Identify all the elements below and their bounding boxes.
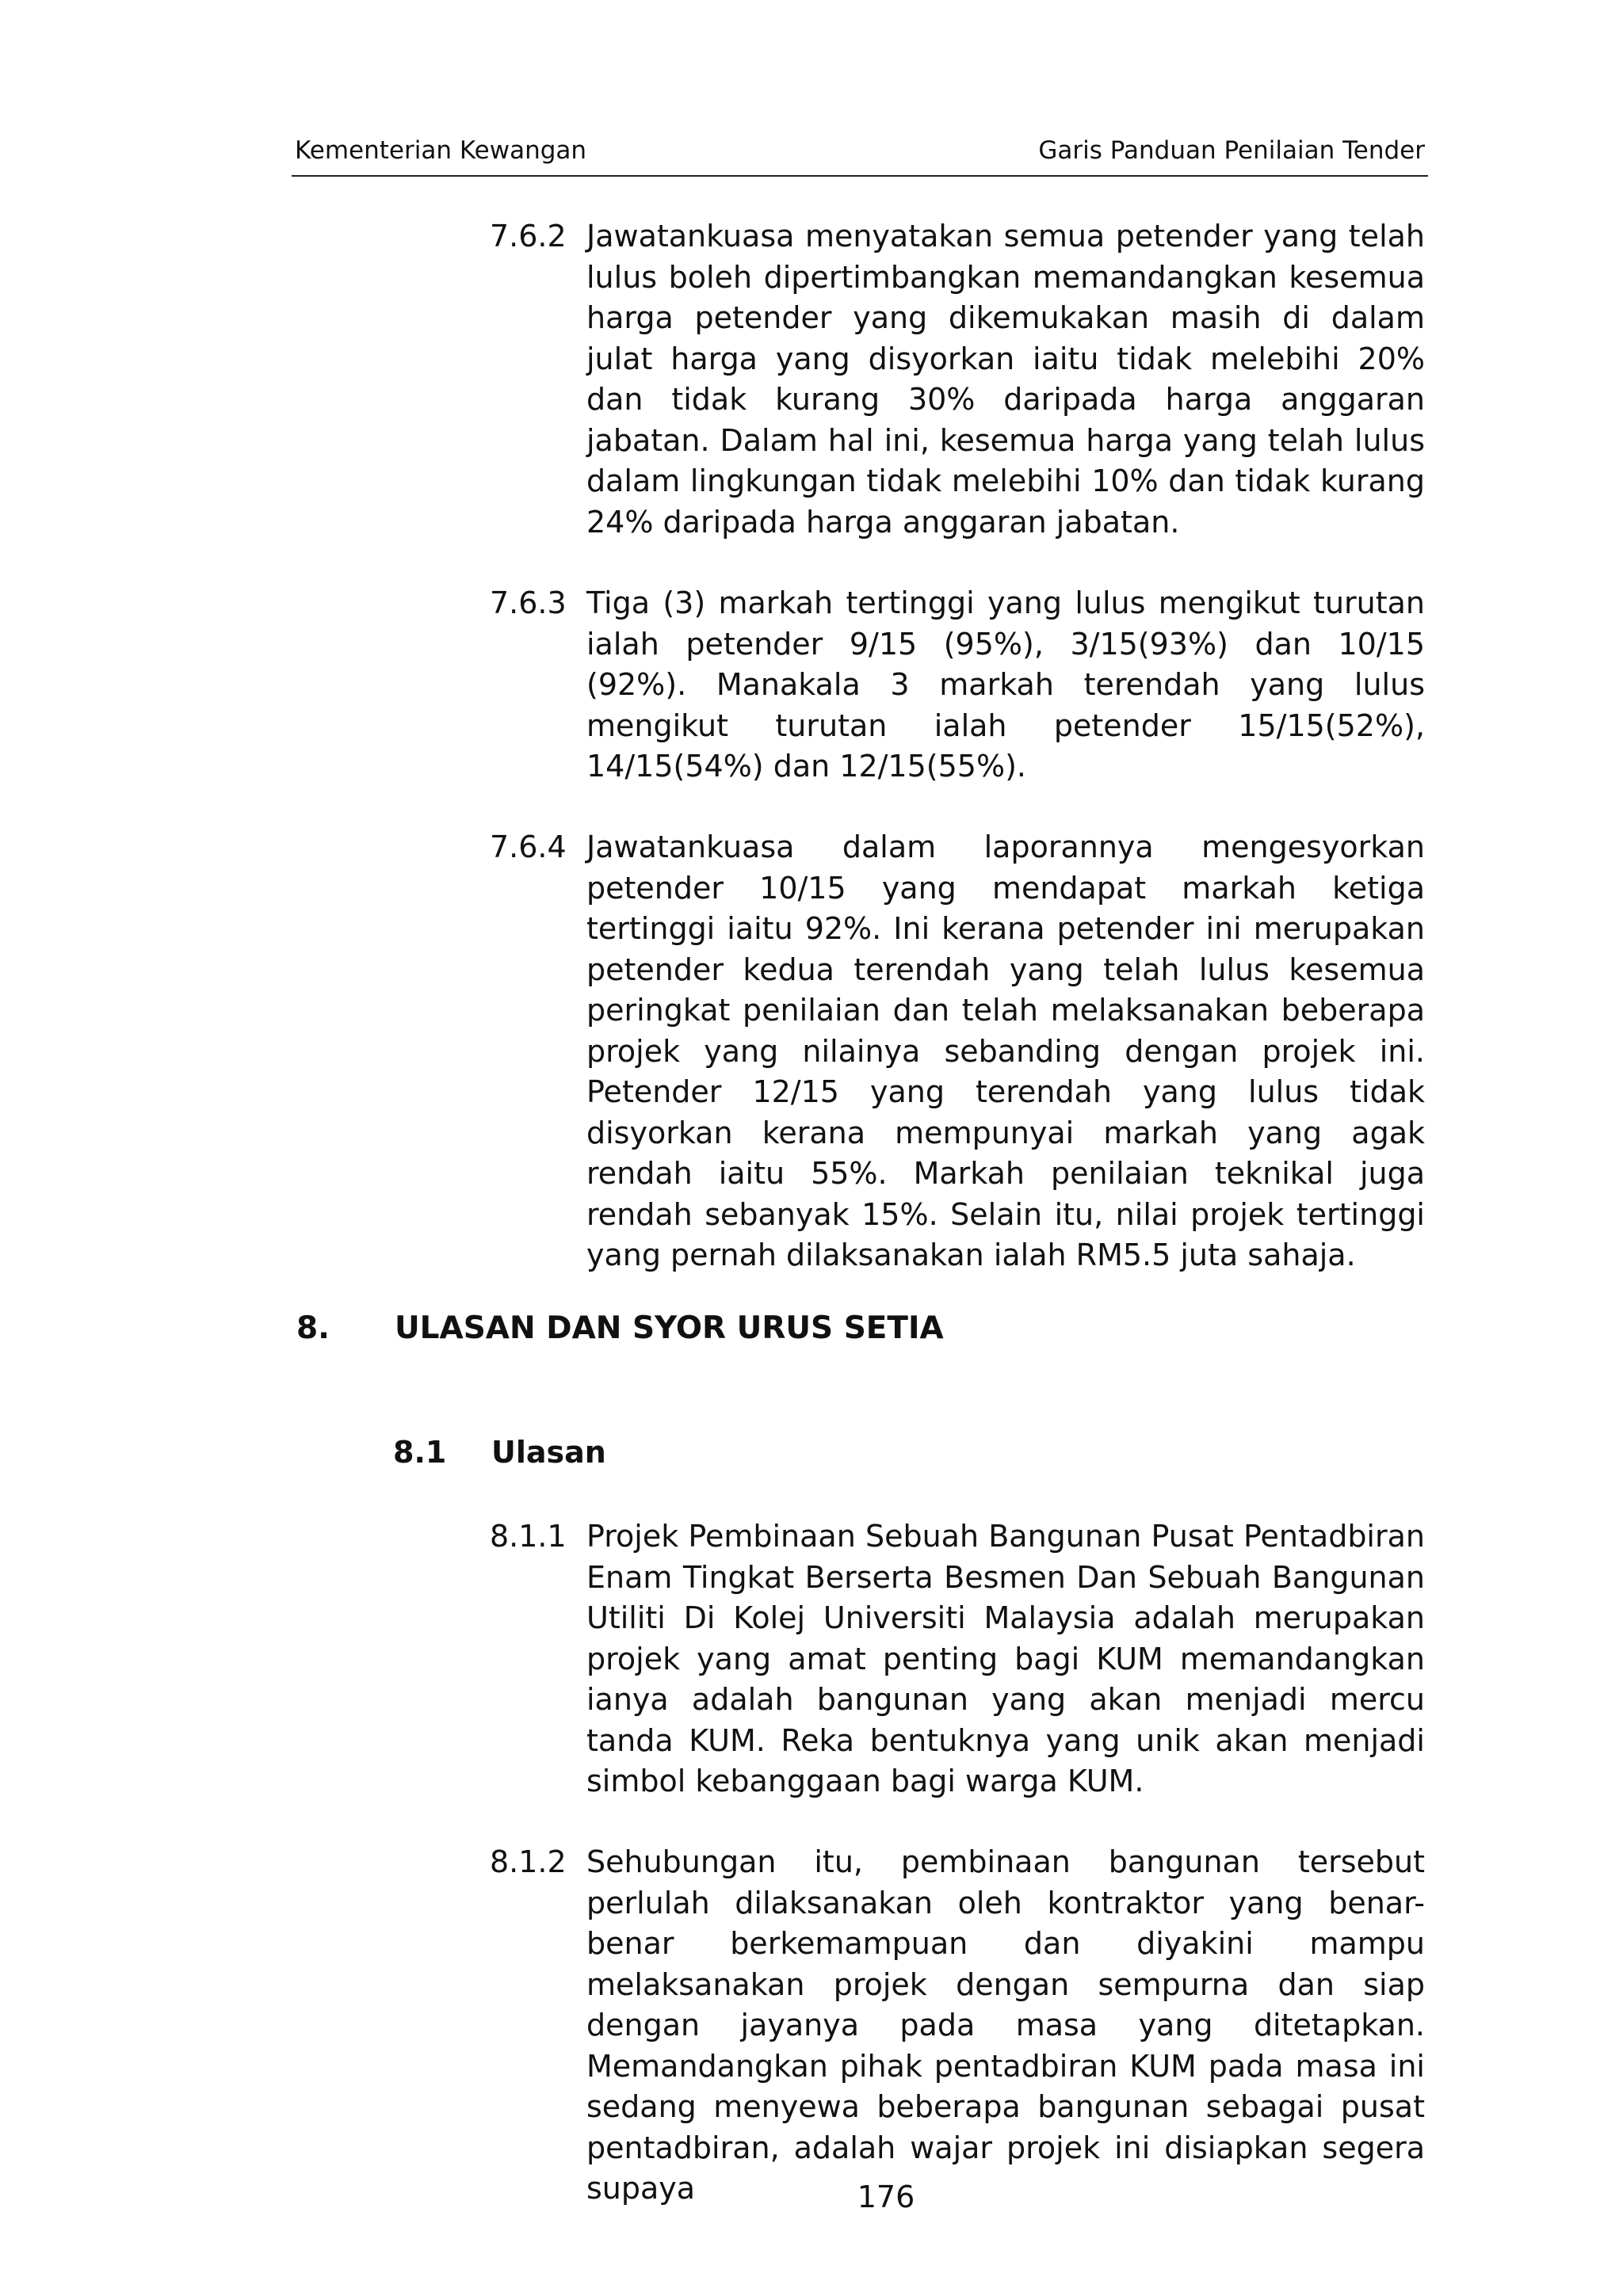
header-divider — [292, 175, 1428, 177]
page-number: 176 — [857, 2180, 915, 2214]
paragraph-7-6-4 — [491, 827, 1425, 1276]
subsection-title: Ulasan — [491, 1435, 606, 1470]
paragraph-8-1-1 — [491, 1516, 1425, 1802]
paragraph-number: 8.1.2 — [490, 1844, 567, 1879]
paragraph-number: 7.6.3 — [490, 585, 567, 620]
paragraph-number: 7.6.4 — [490, 830, 567, 864]
paragraph-7-6-2 — [491, 216, 1425, 543]
paragraph-number: 8.1.1 — [490, 1519, 567, 1554]
paragraph-text: Sehubungan itu, pembinaan bangunan tersebut perlulah dilaksanakan oleh kontraktor yang benar-benar berkemampuan dan diyakini mampu melaksanakan projek dengan sempurna dan siap dengan jayanya pada masa yang ditetapkan. Memandangkan pihak pentadbiran KUM pada masa ini sedang menyewa beberapa bangunan sebagai pusat pentadbiran, adalah wajar projek ini disiapkan segera supaya — [586, 1844, 1425, 2206]
paragraph-text: Jawatankuasa dalam laporannya mengesyorkan petender 10/15 yang mendapat markah ketiga tertinggi iaitu 92%. Ini kerana petender ini merupakan petender kedua terendah yang telah lulus kesemua peringkat penilaian dan telah melaksanakan beberapa projek yang nilainya sebanding dengan projek ini. Petender 12/15 yang terendah yang lulus tidak disyorkan kerana mempunyai markah yang agak rendah iaitu 55%. Markah penilaian teknikal juga rendah sebanyak 15%. Selain itu, nilai projek tertinggi yang pernah dilaksanakan ialah RM5.5 juta sahaja. — [586, 830, 1425, 1272]
paragraph-text: Jawatankuasa menyatakan semua petender yang telah lulus boleh dipertimbangkan memandangkan kesemua harga petender yang dikemukakan masih di dalam julat harga yang disyorkan iaitu tidak melebihi 20% dan tidak kurang 30% daripada harga anggaran jabatan. Dalam hal ini, kesemua harga yang telah lulus dalam lingkungan tidak melebihi 10% dan tidak kurang 24% daripada harga anggaran jabatan. — [586, 219, 1425, 540]
subsection-number: 8.1 — [393, 1435, 447, 1470]
header-document-title: Garis Panduan Penilaian Tender — [1038, 136, 1425, 165]
section-number: 8. — [296, 1310, 330, 1346]
paragraph-8-1-2 — [491, 1842, 1425, 2210]
paragraph-text: Projek Pembinaan Sebuah Bangunan Pusat Pentadbiran Enam Tingkat Berserta Besmen Dan Sebuah Bangunan Utiliti Di Kolej Universiti Malaysia adalah merupakan projek yang amat penting bagi KUM memandangkan ianya adalah bangunan yang akan menjadi mercu tanda KUM. Reka bentuknya yang unik akan menjadi simbol kebanggaan bagi warga KUM. — [586, 1519, 1425, 1798]
paragraph-text: Tiga (3) markah tertinggi yang lulus mengikut turutan ialah petender 9/15 (95%), 3/15(93%) dan 10/15 (92%). Manakala 3 markah terendah yang lulus mengikut turutan ialah petender 15/15(52%), 14/15(54%) dan 12/15(55%). — [586, 585, 1425, 784]
header-ministry: Kementerian Kewangan — [295, 136, 587, 165]
paragraph-7-6-3 — [491, 583, 1425, 788]
section-title: ULASAN DAN SYOR URUS SETIA — [395, 1310, 944, 1346]
paragraph-number: 7.6.2 — [490, 219, 567, 254]
